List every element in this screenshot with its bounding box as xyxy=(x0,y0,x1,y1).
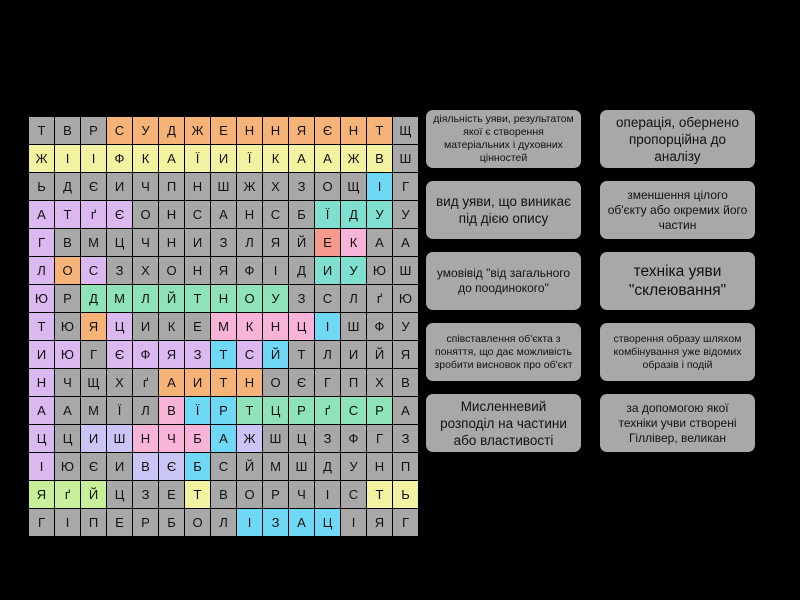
grid-cell[interactable]: З xyxy=(133,481,159,509)
grid-cell[interactable]: Е xyxy=(211,117,237,145)
grid-cell[interactable]: Ш xyxy=(341,313,367,341)
grid-cell[interactable]: Ї xyxy=(185,397,211,425)
grid-cell[interactable]: Т xyxy=(55,201,81,229)
clue-column-left xyxy=(426,110,581,465)
grid-cell[interactable]: А xyxy=(367,229,393,257)
grid-cell[interactable]: У xyxy=(341,257,367,285)
grid-cell[interactable]: Ч xyxy=(133,173,159,201)
grid-cell[interactable]: Ф xyxy=(367,313,393,341)
grid-cell[interactable]: Ш xyxy=(211,173,237,201)
grid-cell[interactable]: А xyxy=(211,425,237,453)
grid-cell[interactable]: Т xyxy=(185,285,211,313)
grid-cell[interactable]: Ю xyxy=(29,285,55,313)
grid-cell[interactable]: Т xyxy=(185,481,211,509)
grid-cell[interactable]: Н xyxy=(185,173,211,201)
grid-cell[interactable]: Я xyxy=(81,313,107,341)
grid-cell[interactable]: Я xyxy=(211,257,237,285)
grid-cell[interactable]: В xyxy=(159,397,185,425)
grid-cell[interactable]: Т xyxy=(211,341,237,369)
grid-cell[interactable]: О xyxy=(185,509,211,537)
grid-cell[interactable]: А xyxy=(29,201,55,229)
grid-cell[interactable]: Ч xyxy=(159,425,185,453)
grid-cell[interactable]: Н xyxy=(263,313,289,341)
grid-cell[interactable]: Ю xyxy=(55,313,81,341)
grid-cell[interactable]: Ч xyxy=(133,229,159,257)
grid-cell[interactable]: Н xyxy=(263,117,289,145)
grid-cell[interactable]: Й xyxy=(81,481,107,509)
grid-cell[interactable]: Т xyxy=(289,341,315,369)
grid-cell[interactable]: Л xyxy=(29,257,55,285)
grid-cell[interactable]: Н xyxy=(133,425,159,453)
grid-cell[interactable]: Й xyxy=(263,341,289,369)
grid-cell[interactable]: О xyxy=(263,369,289,397)
grid-cell[interactable]: Є xyxy=(289,369,315,397)
grid-cell[interactable]: О xyxy=(133,201,159,229)
grid-cell[interactable]: Р xyxy=(211,397,237,425)
grid-row xyxy=(29,117,419,145)
clue-text: Мисленневий розподіл на частини або властивості xyxy=(440,398,567,448)
grid-cell[interactable]: В xyxy=(55,117,81,145)
grid-cell[interactable]: Н xyxy=(185,257,211,285)
grid-cell[interactable]: С xyxy=(211,453,237,481)
grid-cell[interactable]: І xyxy=(263,257,289,285)
grid-cell[interactable]: Ф xyxy=(107,145,133,173)
clue-text: вид уяви, що виникає під дією опису xyxy=(436,194,571,226)
grid-cell[interactable]: З xyxy=(185,341,211,369)
grid-cell[interactable]: Ф xyxy=(237,257,263,285)
grid-cell[interactable]: І xyxy=(55,145,81,173)
grid-cell[interactable]: А xyxy=(159,145,185,173)
grid-cell[interactable]: Д xyxy=(341,201,367,229)
grid-cell[interactable]: Я xyxy=(29,481,55,509)
grid-cell[interactable]: Є xyxy=(315,117,341,145)
grid-cell[interactable]: Н xyxy=(237,369,263,397)
grid-cell[interactable]: И xyxy=(133,313,159,341)
grid-cell[interactable]: И xyxy=(211,145,237,173)
clue-card[interactable] xyxy=(426,252,581,310)
grid-cell[interactable]: Д xyxy=(81,285,107,313)
grid-cell[interactable]: Н xyxy=(211,285,237,313)
grid-row xyxy=(29,285,419,313)
grid-cell[interactable]: Х xyxy=(107,369,133,397)
word-search-grid[interactable] xyxy=(28,116,419,537)
grid-row xyxy=(29,481,419,509)
grid-cell[interactable]: Р xyxy=(133,509,159,537)
grid-cell[interactable]: Я xyxy=(367,509,393,537)
grid-cell[interactable]: А xyxy=(29,397,55,425)
grid-cell[interactable]: Т xyxy=(237,397,263,425)
grid-cell[interactable]: Ц xyxy=(263,397,289,425)
grid-cell[interactable]: Р xyxy=(289,397,315,425)
grid-cell[interactable]: Л xyxy=(237,229,263,257)
grid-cell[interactable]: Т xyxy=(211,369,237,397)
grid-cell[interactable]: Н xyxy=(341,117,367,145)
grid-cell[interactable]: Ч xyxy=(55,369,81,397)
grid-row xyxy=(29,313,419,341)
grid-cell[interactable]: С xyxy=(81,257,107,285)
grid-cell[interactable]: Ж xyxy=(237,425,263,453)
grid-cell[interactable]: Г xyxy=(29,229,55,257)
grid-cell[interactable]: О xyxy=(55,257,81,285)
grid-cell[interactable]: Т xyxy=(29,117,55,145)
grid-cell[interactable]: Л xyxy=(133,397,159,425)
grid-cell[interactable]: Т xyxy=(29,313,55,341)
grid-cell[interactable]: Л xyxy=(133,285,159,313)
grid-cell[interactable]: Ї xyxy=(185,145,211,173)
grid-cell[interactable]: П xyxy=(81,509,107,537)
grid-cell[interactable]: О xyxy=(237,285,263,313)
grid-cell[interactable]: А xyxy=(211,201,237,229)
grid-cell[interactable]: Ф xyxy=(341,425,367,453)
grid-cell[interactable]: Г xyxy=(393,509,419,537)
grid-cell[interactable]: Ц xyxy=(29,425,55,453)
grid-cell[interactable]: З xyxy=(393,425,419,453)
grid-cell[interactable]: Я xyxy=(263,229,289,257)
grid-cell[interactable]: С xyxy=(341,397,367,425)
grid-cell[interactable]: Й xyxy=(367,341,393,369)
grid-cell[interactable]: Г xyxy=(393,173,419,201)
clue-text: діяльність уяви, результатом якої є створення матеріальних і духовних цінностей xyxy=(433,113,574,164)
grid-cell[interactable]: К xyxy=(133,145,159,173)
grid-cell[interactable]: І xyxy=(315,481,341,509)
grid-cell[interactable]: Я xyxy=(159,341,185,369)
grid-cell[interactable]: А xyxy=(159,369,185,397)
grid-row xyxy=(29,201,419,229)
grid-cell[interactable]: В xyxy=(211,481,237,509)
grid-cell[interactable]: З xyxy=(289,173,315,201)
grid-cell[interactable]: И xyxy=(107,453,133,481)
grid-cell[interactable]: М xyxy=(107,285,133,313)
grid-cell[interactable]: П xyxy=(341,369,367,397)
grid-cell[interactable]: Є xyxy=(107,201,133,229)
grid-row xyxy=(29,397,419,425)
grid-cell[interactable]: И xyxy=(81,425,107,453)
grid-cell[interactable]: А xyxy=(393,397,419,425)
grid-cell[interactable]: Т xyxy=(367,481,393,509)
grid-cell[interactable]: ґ xyxy=(55,481,81,509)
grid-row xyxy=(29,341,419,369)
grid-cell[interactable]: К xyxy=(237,313,263,341)
grid-cell[interactable]: А xyxy=(289,145,315,173)
grid-cell[interactable]: М xyxy=(211,313,237,341)
grid-cell[interactable]: П xyxy=(159,173,185,201)
grid-cell[interactable]: М xyxy=(81,229,107,257)
grid-cell[interactable]: О xyxy=(237,481,263,509)
grid-cell[interactable]: И xyxy=(185,229,211,257)
grid-cell[interactable]: С xyxy=(185,201,211,229)
clue-text: техніка уяви "склеювання" xyxy=(628,263,727,299)
grid-cell[interactable]: Є xyxy=(159,453,185,481)
grid-cell[interactable]: Б xyxy=(289,201,315,229)
grid-cell[interactable]: Н xyxy=(367,453,393,481)
grid-cell[interactable]: К xyxy=(341,229,367,257)
grid-cell[interactable]: Ф xyxy=(133,341,159,369)
grid-row xyxy=(29,425,419,453)
grid-cell[interactable]: С xyxy=(263,201,289,229)
grid-cell[interactable]: Ж xyxy=(341,145,367,173)
grid-cell[interactable]: У xyxy=(133,117,159,145)
grid-cell[interactable]: Р xyxy=(81,117,107,145)
grid-cell[interactable]: Д xyxy=(289,257,315,285)
grid-cell[interactable]: Є xyxy=(81,173,107,201)
grid-row xyxy=(29,257,419,285)
clue-text: створення образу шляхом комбінування уже відомих образів і подій xyxy=(613,332,742,371)
grid-row xyxy=(29,369,419,397)
grid-cell[interactable]: Е xyxy=(159,481,185,509)
grid-cell[interactable]: Б xyxy=(185,425,211,453)
grid-cell[interactable]: У xyxy=(393,201,419,229)
grid-cell[interactable]: А xyxy=(315,145,341,173)
clue-card[interactable] xyxy=(600,394,755,452)
grid-cell[interactable]: Р xyxy=(367,397,393,425)
grid-cell[interactable]: Ш xyxy=(289,453,315,481)
grid-cell[interactable]: С xyxy=(341,481,367,509)
grid-cell[interactable]: Я xyxy=(393,341,419,369)
grid-cell[interactable]: Ц xyxy=(107,313,133,341)
grid-cell[interactable]: И xyxy=(315,257,341,285)
grid-cell[interactable]: В xyxy=(367,145,393,173)
grid-cell[interactable]: В xyxy=(393,369,419,397)
grid-cell[interactable]: П xyxy=(393,453,419,481)
grid-cell[interactable]: І xyxy=(315,313,341,341)
grid-cell[interactable]: І xyxy=(237,509,263,537)
grid-cell[interactable]: С xyxy=(315,285,341,313)
grid-cell[interactable]: Ж xyxy=(185,117,211,145)
clue-text: співставлення об'єкта з поняття, що дає можливість зробити висновок про об'єкт xyxy=(434,332,573,371)
grid-cell[interactable]: Ш xyxy=(393,145,419,173)
grid-cell[interactable]: А xyxy=(393,229,419,257)
grid-cell[interactable]: Є xyxy=(81,453,107,481)
grid-cell[interactable]: Й xyxy=(159,285,185,313)
grid-cell[interactable]: С xyxy=(237,341,263,369)
grid-cell[interactable]: Ц xyxy=(289,425,315,453)
letter-grid-table[interactable] xyxy=(28,116,419,537)
clue-column-right xyxy=(600,110,755,465)
grid-cell[interactable]: Г xyxy=(29,509,55,537)
grid-cell[interactable]: В xyxy=(133,453,159,481)
grid-cell[interactable]: Б xyxy=(159,509,185,537)
grid-cell[interactable]: Ї xyxy=(315,201,341,229)
grid-cell[interactable]: Ц xyxy=(55,425,81,453)
grid-cell[interactable]: Р xyxy=(263,481,289,509)
grid-cell[interactable]: Н xyxy=(159,201,185,229)
grid-cell[interactable]: З xyxy=(211,229,237,257)
grid-cell[interactable]: Х xyxy=(263,173,289,201)
grid-cell[interactable]: Д xyxy=(55,173,81,201)
grid-cell[interactable]: Ю xyxy=(55,341,81,369)
grid-cell[interactable]: Ж xyxy=(29,145,55,173)
grid-cell[interactable]: Л xyxy=(211,509,237,537)
grid-cell[interactable]: К xyxy=(263,145,289,173)
clue-card[interactable] xyxy=(426,110,581,168)
grid-cell[interactable]: Ц xyxy=(107,481,133,509)
grid-cell[interactable]: Б xyxy=(185,453,211,481)
grid-cell[interactable]: І xyxy=(341,509,367,537)
grid-cell[interactable]: ґ xyxy=(81,201,107,229)
grid-cell[interactable]: Р xyxy=(55,285,81,313)
grid-cell[interactable]: М xyxy=(81,397,107,425)
grid-cell[interactable]: Ю xyxy=(367,257,393,285)
grid-cell[interactable]: Г xyxy=(81,341,107,369)
grid-row xyxy=(29,173,419,201)
grid-cell[interactable]: Г xyxy=(315,369,341,397)
grid-cell[interactable]: З xyxy=(107,257,133,285)
grid-cell[interactable]: І xyxy=(81,145,107,173)
grid-cell[interactable]: Ї xyxy=(107,397,133,425)
grid-cell[interactable]: Є xyxy=(107,341,133,369)
grid-cell[interactable]: Е xyxy=(107,509,133,537)
grid-cell[interactable]: Я xyxy=(289,117,315,145)
grid-cell[interactable]: Х xyxy=(133,257,159,285)
grid-cell[interactable]: У xyxy=(341,453,367,481)
grid-cell[interactable]: Й xyxy=(237,453,263,481)
grid-cell[interactable]: А xyxy=(55,397,81,425)
grid-cell[interactable]: Н xyxy=(237,201,263,229)
grid-cell[interactable]: Щ xyxy=(341,173,367,201)
grid-cell[interactable]: Т xyxy=(367,117,393,145)
grid-cell[interactable]: О xyxy=(315,173,341,201)
grid-cell[interactable]: Х xyxy=(367,369,393,397)
grid-cell[interactable]: И xyxy=(185,369,211,397)
grid-cell[interactable]: Ш xyxy=(263,425,289,453)
grid-cell[interactable]: Ч xyxy=(289,481,315,509)
clue-card[interactable] xyxy=(600,110,755,168)
clue-text: зменшення цілого об'єкту або окремих його частин xyxy=(607,187,748,232)
grid-cell[interactable]: ґ xyxy=(315,397,341,425)
grid-cell[interactable]: Ь xyxy=(29,173,55,201)
grid-cell[interactable]: Е xyxy=(315,229,341,257)
grid-cell[interactable]: З xyxy=(263,509,289,537)
grid-cell[interactable]: І xyxy=(367,173,393,201)
grid-cell[interactable]: Ю xyxy=(393,285,419,313)
clue-card[interactable] xyxy=(426,323,581,381)
grid-row xyxy=(29,145,419,173)
grid-cell[interactable]: Щ xyxy=(393,117,419,145)
grid-cell[interactable]: И xyxy=(107,173,133,201)
grid-cell[interactable]: Л xyxy=(341,285,367,313)
grid-cell[interactable]: Й xyxy=(289,229,315,257)
grid-cell[interactable]: Н xyxy=(159,229,185,257)
grid-cell[interactable]: Л xyxy=(315,341,341,369)
grid-cell[interactable]: Н xyxy=(237,117,263,145)
grid-cell[interactable]: ґ xyxy=(367,285,393,313)
clue-text: за допомогою якої техніки учви створені Гіллівер, великан xyxy=(618,400,737,445)
grid-cell[interactable]: Ц xyxy=(107,229,133,257)
grid-cell[interactable]: В xyxy=(55,229,81,257)
grid-cell[interactable]: Ж xyxy=(237,173,263,201)
grid-cell[interactable]: О xyxy=(159,257,185,285)
grid-cell[interactable]: І xyxy=(29,453,55,481)
clue-card[interactable] xyxy=(426,394,581,452)
grid-cell[interactable]: И xyxy=(29,341,55,369)
clue-card[interactable] xyxy=(426,181,581,239)
grid-cell[interactable]: І xyxy=(55,509,81,537)
grid-cell[interactable]: Г xyxy=(367,425,393,453)
grid-cell[interactable]: У xyxy=(367,201,393,229)
grid-cell[interactable]: Д xyxy=(159,117,185,145)
grid-cell[interactable]: Ш xyxy=(107,425,133,453)
grid-cell[interactable]: Ш xyxy=(393,257,419,285)
grid-cell[interactable]: ґ xyxy=(133,369,159,397)
clue-card[interactable] xyxy=(600,181,755,239)
clue-card[interactable] xyxy=(600,323,755,381)
grid-cell[interactable]: Д xyxy=(315,453,341,481)
grid-cell[interactable]: Ю xyxy=(55,453,81,481)
grid-cell[interactable]: Н xyxy=(29,369,55,397)
grid-cell[interactable]: У xyxy=(263,285,289,313)
grid-row xyxy=(29,229,419,257)
grid-cell[interactable]: Е xyxy=(185,313,211,341)
clue-text: умовівід "від загального до поодинокого" xyxy=(436,266,571,295)
grid-cell[interactable]: З xyxy=(289,285,315,313)
grid-cell[interactable]: Ь xyxy=(393,481,419,509)
grid-cell[interactable]: С xyxy=(107,117,133,145)
grid-cell[interactable]: У xyxy=(393,313,419,341)
grid-cell[interactable]: А xyxy=(289,509,315,537)
grid-cell[interactable]: Щ xyxy=(81,369,107,397)
grid-cell[interactable]: Ї xyxy=(237,145,263,173)
grid-row xyxy=(29,453,419,481)
grid-cell[interactable]: К xyxy=(159,313,185,341)
grid-cell[interactable]: И xyxy=(341,341,367,369)
grid-cell[interactable]: Ц xyxy=(289,313,315,341)
grid-cell[interactable]: З xyxy=(315,425,341,453)
grid-cell[interactable]: Ц xyxy=(315,509,341,537)
clue-card[interactable] xyxy=(600,252,755,310)
grid-row xyxy=(29,509,419,537)
clue-text: операція, обернено пропорційна до аналізу xyxy=(616,114,739,164)
grid-cell[interactable]: М xyxy=(263,453,289,481)
